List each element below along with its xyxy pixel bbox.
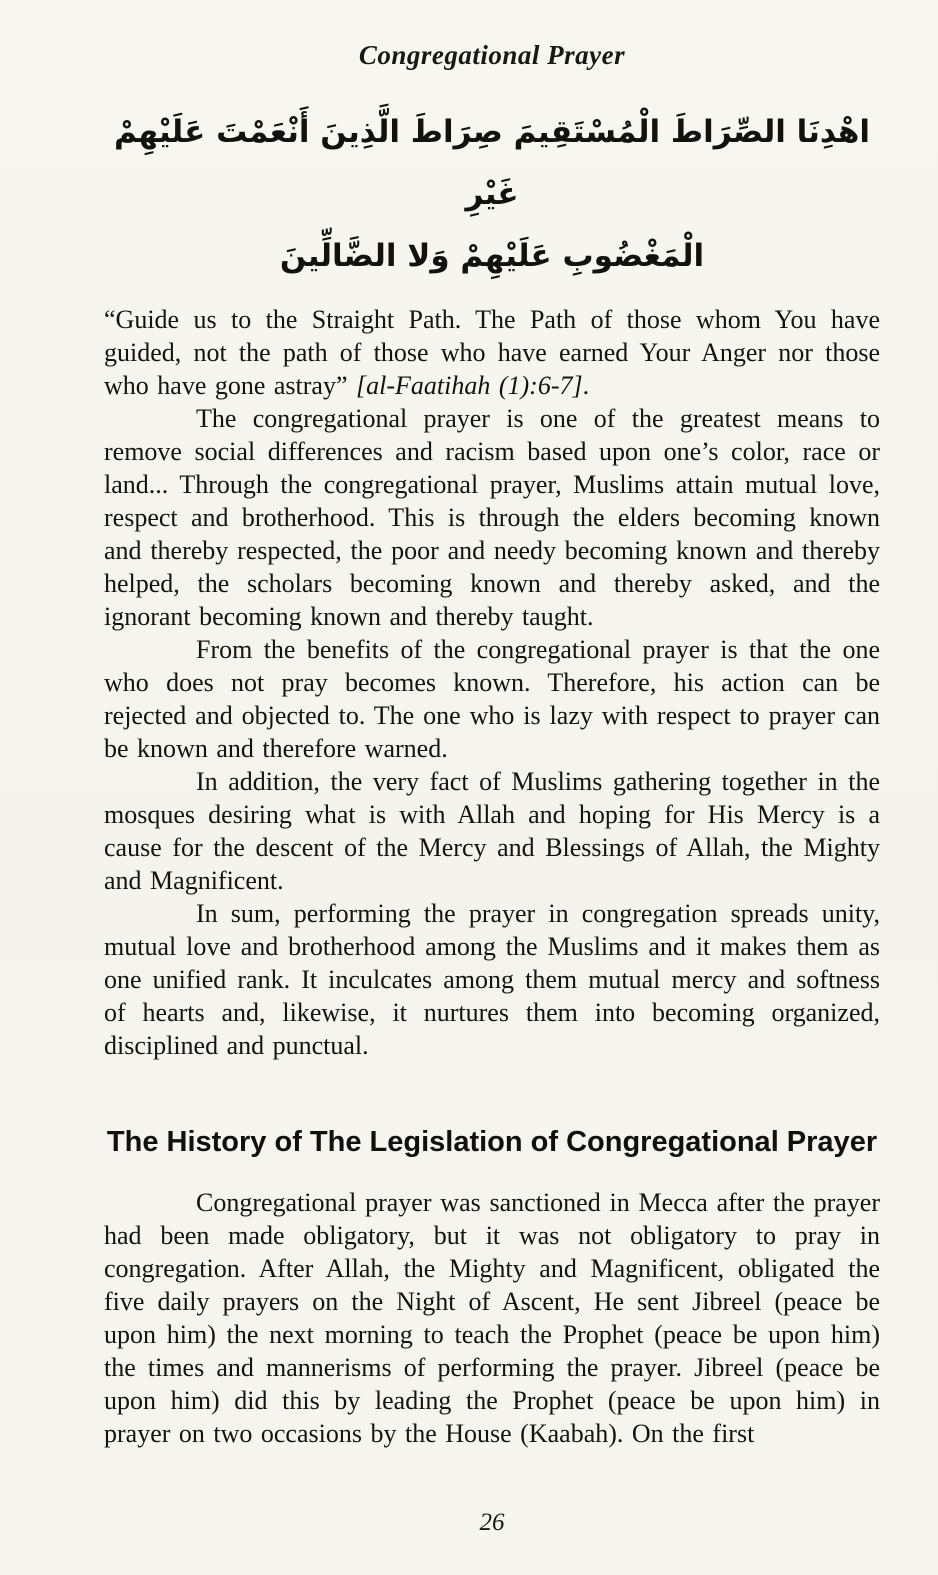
page-number: 26 [479,1509,505,1536]
quote-reference: [al-Faatihah (1):6-7] [356,371,583,400]
quote-paragraph [104,303,880,402]
body-paragraph-3: In addition, the very fact of Muslims gathering together in the mosques desiring what is with Allah and hoping for His Mercy is a cause for the descent of the Mercy and Blessings of Allah, the Mighty and Magnificent. [104,767,880,895]
arabic-verse-line-1: اهْدِنَا الصِّرَاطَ الْمُسْتَقِيمَ صِرَاطَ الَّذِينَ أَنْعَمْتَ عَلَيْهِمْ غَيْرِ [114,114,870,212]
arabic-verse-line-2: الْمَغْضُوبِ عَلَيْهِمْ وَلا الضَّالِّينَ [279,238,705,274]
quote-tail: . [582,371,590,400]
section-paragraph-1: Congregational prayer was sanctioned in Mecca after the prayer had been made obligatory, but it was not obligatory to pray in congregation. After Allah, the Mighty and Magnificent, obligated the five daily prayers on the Night of Ascent, He sent Jibreel (peace be upon him) the next morning to teach the Prophet (peace be upon him) the times and mannerisms of performing the prayer. Jibreel (peace be upon him) did this by leading the Prophet (peace be upon him) in prayer on two occasions by the House (Kaabah). On the first [104,1188,880,1448]
running-header: Congregational Prayer [358,40,626,70]
quote-text: “Guide us to the Straight Path. The Path of those whom You have guided, not the path of those who have earned Your Anger nor those who have gone astray” [104,305,880,400]
body-paragraph-4: In sum, performing the prayer in congregation spreads unity, mutual love and brotherhood among the Muslims and it makes them as one unified rank. It inculcates among them mutual mercy and softness of hearts and, likewise, it nurtures them into becoming organized, disciplined and punctual. [104,899,880,1060]
body-paragraph-1: The congregational prayer is one of the greatest means to remove social differences and racism based upon one’s color, race or land... Through the congregational prayer, Muslims attain mutual love, respect and brotherhood. This is through the elders becoming known and thereby respected, the poor and needy becoming known and thereby helped, the scholars becoming known and thereby asked, and the ignorant becoming known and thereby taught. [104,404,880,631]
arabic-verse [104,101,880,287]
body-paragraph-2: From the benefits of the congregational prayer is that the one who does not pray becomes known. Therefore, his action can be rejected and objected to. The one who is lazy with respect to prayer can be known and therefore warned. [104,635,880,763]
section-heading: The History of The Legislation of Congregational Prayer [106,1126,878,1158]
